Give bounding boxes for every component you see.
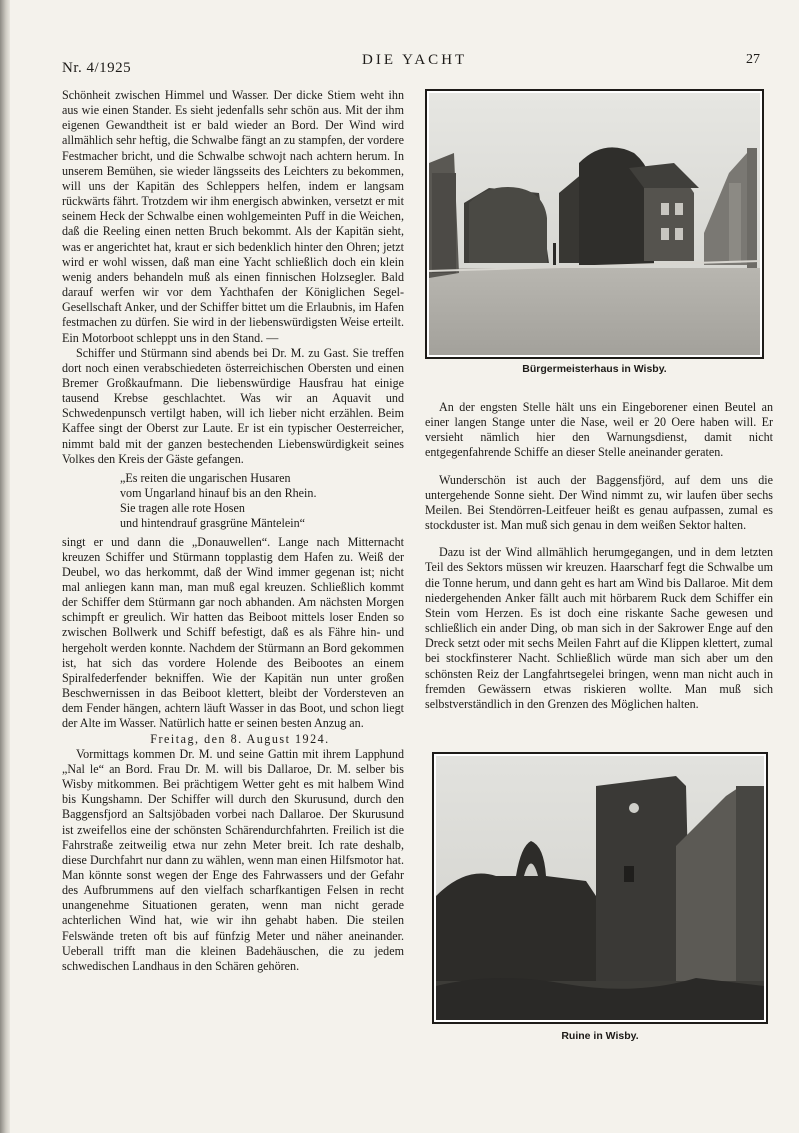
magazine-title: DIE YACHT — [362, 52, 468, 68]
photo-caption: Bürgermeisterhaus in Wisby. — [522, 363, 667, 375]
photo-ruine — [432, 752, 768, 1024]
song-verse — [120, 471, 404, 532]
right-text-column — [425, 400, 773, 712]
page-header — [10, 50, 799, 76]
verse-line: Sie tragen alle rote Hosen — [120, 501, 245, 516]
paragraph: Vormittags kommen Dr. M. und seine Gattin mit ihrem Lapphund „Nal le“ an Bord. Frau Dr. M. will bis Dallaroe, Dr. M. selber bis Wisby mitkommen. Bei prächtigem Wetter geht es mit halbem Wind bis Kungshamn. Der Schiffer will durch den Skurusund, durch den Baggensfjord an Saltsjöbaden vorbei nach Dallaroe. Der Skurusund ist zweifellos eine der schönsten Schärendurchfahrten. Freilich ist die Fahrstraße zeitweilig etwa nur zehn Meter breit. Ich rate deshalb, diese Durchfahrt nur dann zu wählen, wenn man einen Hilfsmotor hat. Man könnte sonst wegen der Enge des Fahrwassers und der Gefahr des Aufbrummens auf den vielfach scharfkantigen Felsen in recht unangenehme Situationen geraten, wenn man nicht gerade achterlichen Wind hat, wie wir ihn gehabt haben. Die steilen Felswände treten oft bis auf fünfzig Meter und näher aneinander. Ueberall trifft man die kleinen Badehäuschen, die zu jedem schwedischen Landhaus in den Schären gehören. — [62, 746, 404, 973]
paragraph: Schönheit zwischen Himmel und Wasser. Der dicke Stiem weht ihn aus wie einen Stander. Es sieht jedenfalls sehr schön aus. Mit der ihm eigenen Gewandtheit ist er bald wieder an Bord. Der Wind wird allmählich sehr heftig, die Schwalbe fängt an zu stampfen, der vordere Festmacher bricht, und die Schwalbe schwojt nach achtern herum. In unserem Bemühen, sie wieder längsseits des Leichters zu bekommen, will uns der Kapitän des Schleppers helfen, indem er langsam rückwärts fährt. Trotzdem wir ihm energisch abwinken, versetzt er mit seinem Heck der Schwalbe einen wohlgemeinten Puff in die Weichen, daß die Reeling einen netten Bruch bekommt. Als der Kapitän sieht, was er angerichtet hat, kraut er sich bedenklich hinter den Ohren; jetzt wird er wohl wissen, daß man eine Yacht schließlich doch ein klein wenig anders behandeln muß als einen finnischen Holzsegler. Bald darauf werfen wir vor dem Yachthafen der Königlichen Segel-Gesellschaft Anker, und der Schiffer bittet um die Erlaubnis, im Hafen festmachen zu dürfen. Sie wird in der liebenswürdigsten Weise erteilt. Ein Motorboot schleppt uns in den Stand. — — [62, 88, 404, 345]
verse-line: „Es reiten die ungarischen Husaren — [120, 470, 291, 485]
photo-ruin-image — [436, 756, 764, 1020]
verse-line: und hintendrauf grasgrüne Mäntelein“ — [120, 516, 306, 531]
photo-buergermeisterhaus — [425, 89, 764, 359]
paragraph: Schiffer und Stürmann sind abends bei Dr. M. zu Gast. Sie treffen dort noch einen verabschiedeten österreichischen Obersten und einen Bremer Großkaufmann. Die liebenswürdige Hausfrau hat einige tausend Krebse geschlachtet. Was wir an Aquavit und Schwedenpunsch vertilgt haben, will ich lieber nicht erzählen. Beim Kaffee singt der Oberst zur Laute. Er ist ein typischer Oesterreicher, nimmt bald mit der ganzen bestechenden Liebenswürdigkeit seines Volkes den Kreis der Gäste gefangen. — [62, 345, 404, 466]
left-text-column — [62, 88, 404, 974]
photo-house-image — [429, 93, 760, 355]
photo-caption: Ruine in Wisby. — [561, 1030, 639, 1042]
page-binding-edge — [0, 0, 10, 1133]
page-number: 27 — [746, 52, 760, 67]
issue-number: Nr. 4/1925 — [62, 60, 132, 76]
paragraph: An der engsten Stelle hält uns ein Eingeborener einen Beutel an einer langen Stange unter die Nase, weil er 20 Oere haben will. Er versieht nämlich hier den Warnungsdienst, damit nicht entgegenfahrende Schiffe an dieser Stelle aneinander geraten. — [425, 400, 773, 460]
paragraph: Wunderschön ist auch der Baggensfjörd, auf dem uns die untergehende Sonne sieht. Der Wind nimmt zu, wir laufen über sechs Meilen. Bei Stendörren-Leitfeuer heißt es genau aufpassen, zumal es stockduster ist. Man muß sich genau in dem weißen Sektor halten. — [425, 472, 773, 533]
verse-line: vom Ungarland hinauf bis an den Rhein. — [120, 486, 317, 501]
magazine-page — [10, 0, 799, 1133]
paragraph: singt er und dann die „Donauwellen“. Lange nach Mitternacht kreuzen Schiffer und Stürmann topplastig dem Hafen zu. Weiß der Deubel, wo das herkommt, daß der Wind immer gegenan ist; nicht mal anliegen kann man, man muß egal kreuzen. Schließlich kommt der Schiffer dem Stürmann gar noch abhanden. Am nächsten Morgen schimpft er greulich. Wir hatten das Beiboot mittels loser Enden so zwischen Bollwerk und Schiff befestigt, daß es als Fähre hin- und hergeholt werden konnte. Nachdem der Stürmann an Bord gekommen ist, hat sich das vordere Holende des Beibootes an einem Spiralfederfender bekniffen. Wie der Kapitän nun unter großen Beschwernissen in das Beiboot klettert, bleibt der Vordersteven an dem Fender hängen, achtern läuft Wasser in das Boot, und schon liegt der Alte im Wasser. Natürlich hatte er seinen besten Anzug an. — [62, 534, 404, 731]
section-dateline: Freitag, den 8. August 1924. — [150, 731, 330, 746]
paragraph: Dazu ist der Wind allmählich herumgegangen, und in dem letzten Teil des Sektors müssen wir kreuzen. Haarscharf fegt die Schwalbe um die Tonne herum, und dann geht es hart am Wind bis Dallaroe. Mit dem niedergehenden Anker fällt auch mit hörbarem Ruck dem Schiffer ein Stein vom Herzen. Es ist doch eine riskante Sache gewesen und schließlich ein ander Ding, ob man sich in der Sakrower Enge auf den Dreck setzt oder mit sechs Meilen Fahrt auf die Klippen klettert, zumal bei stockfinsterer Nacht. Schließlich würde man sich aber um den schönsten Reiz der Langfahrtsegelei bringen, wenn man nicht auch in fremden Gewässern etwas riskieren wollte. Man muß sich selbstverständlich in den Grenzen des Möglichen halten. — [425, 545, 773, 711]
